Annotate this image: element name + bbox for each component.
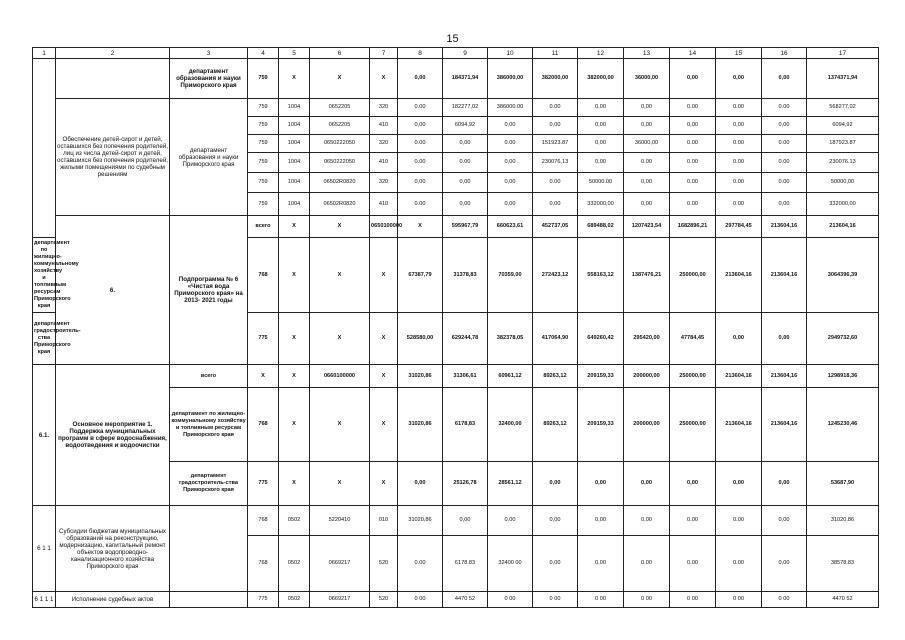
table-cell: 0.00 bbox=[716, 173, 762, 193]
table-cell: 0 00 bbox=[398, 592, 443, 608]
table-cell: 187923.87 bbox=[807, 135, 879, 153]
table-cell: 50000,00 bbox=[807, 173, 879, 193]
table-cell: 0 00 bbox=[488, 592, 533, 608]
table-cell: 386000,00 bbox=[488, 59, 533, 99]
table-cell: X bbox=[310, 388, 370, 462]
section-code: 6 1 1 1 bbox=[33, 592, 56, 608]
table-cell: 0,00 bbox=[443, 193, 488, 216]
table-cell: 0660100000 bbox=[310, 365, 370, 388]
table-cell bbox=[170, 506, 248, 592]
budget-table bbox=[32, 47, 879, 608]
table-cell: 520 bbox=[370, 536, 398, 592]
table-cell: 0.00 bbox=[670, 99, 716, 117]
table-cell: 47784,45 bbox=[670, 313, 716, 365]
table-cell: 0 00 bbox=[578, 592, 624, 608]
table-cell: 250000,00 bbox=[670, 388, 716, 462]
table-cell: 0,00 bbox=[624, 506, 670, 536]
table-cell: 0.00 bbox=[762, 99, 807, 117]
table-row bbox=[33, 99, 879, 117]
table-cell: 0,00 bbox=[624, 99, 670, 117]
table-cell: 31020,86 bbox=[398, 506, 443, 536]
table-cell: 0,00 bbox=[716, 313, 762, 365]
table-cell: 0.00 bbox=[716, 506, 762, 536]
table-cell: 5220410 bbox=[310, 506, 370, 536]
table-cell: 0,00 bbox=[670, 462, 716, 506]
table-cell: департамент градостроитель-ства Приморского края bbox=[33, 313, 56, 365]
column-header: 3 bbox=[170, 48, 248, 59]
column-header: 10 bbox=[488, 48, 533, 59]
table-cell: 0.00 bbox=[762, 173, 807, 193]
table-cell: 0,00 bbox=[716, 59, 762, 99]
table-cell: 0,00 bbox=[533, 193, 578, 216]
table-cell: 0,00 bbox=[624, 173, 670, 193]
table-cell: 0.00 bbox=[398, 99, 443, 117]
table-cell: X bbox=[370, 388, 398, 462]
table-cell: 1004 bbox=[279, 153, 310, 173]
column-header: 17 bbox=[807, 48, 879, 59]
table-cell: 0.00 bbox=[488, 506, 533, 536]
table-cell: 0650222050 bbox=[310, 135, 370, 153]
table-cell: 1004 bbox=[279, 99, 310, 117]
table-cell: 230076,13 bbox=[533, 153, 578, 173]
table-cell: X bbox=[310, 59, 370, 99]
table-cell: 1004 bbox=[279, 173, 310, 193]
header-row bbox=[33, 48, 879, 59]
table-cell: X bbox=[279, 313, 310, 365]
table-cell: 272423,12 bbox=[533, 238, 578, 313]
column-header: 13 bbox=[624, 48, 670, 59]
table-cell: 6094,92 bbox=[807, 117, 879, 135]
table-cell: 759 bbox=[248, 135, 279, 153]
section-name: Основное мероприятие 1. Поддержка муниципальных программ в сфере водоснабжения, водоотведения и водоочистки bbox=[56, 365, 170, 506]
table-cell: 0,00 bbox=[578, 99, 624, 117]
table-cell: 0,00 bbox=[488, 153, 533, 173]
table-cell: 4470 52 bbox=[807, 592, 879, 608]
table-cell: 295420,00 bbox=[624, 313, 670, 365]
table-cell: 775 bbox=[248, 592, 279, 608]
table-cell: 689488,02 bbox=[578, 216, 624, 238]
table-cell: 768 bbox=[248, 536, 279, 592]
column-header: 15 bbox=[716, 48, 762, 59]
table-cell: 0,00 bbox=[398, 173, 443, 193]
table-cell: 0669217 bbox=[310, 592, 370, 608]
table-cell: 520 bbox=[370, 592, 398, 608]
table-cell: 31378,83 bbox=[443, 238, 488, 313]
table-cell: 213604,16 bbox=[762, 365, 807, 388]
table-cell: X bbox=[310, 216, 370, 238]
table-cell: департамент по жилищно-коммунальному хозяйству и топливным ресурсам Приморского края bbox=[170, 388, 248, 462]
measure-name: Обеспечение детей-сирот и детей, оставшихся без попечения родителей, лиц из числа детей-сирот и детей, оставшихся без попечения родителей, жилыми помещениями по судебным решениям bbox=[56, 99, 170, 216]
table-cell: 0,00 bbox=[533, 462, 578, 506]
table-cell: 0652205 bbox=[310, 117, 370, 135]
table-cell: 0,00 bbox=[670, 117, 716, 135]
table-cell: 759 bbox=[248, 173, 279, 193]
table-cell bbox=[170, 592, 248, 608]
column-header: 16 bbox=[762, 48, 807, 59]
table-cell: 0,00 bbox=[488, 193, 533, 216]
table-cell: 31020,86 bbox=[398, 388, 443, 462]
table-cell: X bbox=[370, 59, 398, 99]
table-cell: 0,00 bbox=[443, 135, 488, 153]
table-cell: 0,00 bbox=[762, 462, 807, 506]
table-cell: 06502R0820 bbox=[310, 173, 370, 193]
table-cell: 768 bbox=[248, 506, 279, 536]
table-cell: X bbox=[279, 462, 310, 506]
table-cell: 1004 bbox=[279, 135, 310, 153]
column-header: 1 bbox=[33, 48, 56, 59]
table-cell: 0,00 bbox=[762, 193, 807, 216]
table-cell: 0.00 bbox=[670, 193, 716, 216]
table-cell: 410 bbox=[370, 193, 398, 216]
table-cell: 0,00 bbox=[533, 536, 578, 592]
table-cell: 0.00 bbox=[488, 135, 533, 153]
table-cell: департамент по жилищно-коммунальному хозяйству и топливным ресурсам Приморского края bbox=[33, 238, 56, 313]
table-cell: 53687,90 bbox=[807, 462, 879, 506]
table-cell: 6094,92 bbox=[443, 117, 488, 135]
table-cell: 0,00 bbox=[762, 536, 807, 592]
table-cell: 332000,00 bbox=[807, 193, 879, 216]
table-cell: 0.00 bbox=[533, 99, 578, 117]
section-code: 6 1 1 bbox=[33, 506, 56, 592]
table-cell: 0,00 bbox=[443, 173, 488, 193]
table-cell: X bbox=[279, 238, 310, 313]
table-cell: 759 bbox=[248, 117, 279, 135]
page-number: 15 bbox=[446, 33, 459, 45]
measure-name: Исполнение судебных актов bbox=[56, 592, 170, 608]
table-cell: 200000,00 bbox=[624, 388, 670, 462]
table-cell: 3064396,39 bbox=[807, 238, 879, 313]
table-cell: 209159,33 bbox=[578, 388, 624, 462]
table-cell: всего bbox=[170, 365, 248, 388]
table-cell: 0,00 bbox=[624, 193, 670, 216]
table-cell bbox=[33, 59, 56, 238]
table-cell: 0502 bbox=[279, 506, 310, 536]
table-cell: 70359,00 bbox=[488, 238, 533, 313]
table-cell: 0,00 bbox=[533, 506, 578, 536]
table-cell: 4470 52 bbox=[443, 592, 488, 608]
table-cell: 32400 00 bbox=[488, 536, 533, 592]
table-row bbox=[33, 592, 879, 608]
table-cell: 184371,94 bbox=[443, 59, 488, 99]
table-cell: 32400,00 bbox=[488, 388, 533, 462]
table-cell: 410 bbox=[370, 153, 398, 173]
table-cell: 660623,61 bbox=[488, 216, 533, 238]
table-cell: 0,00 bbox=[578, 153, 624, 173]
table-cell: 0.00 bbox=[670, 506, 716, 536]
table-cell: 410 bbox=[370, 117, 398, 135]
column-header: 9 bbox=[443, 48, 488, 59]
table-cell: 0.00 bbox=[398, 193, 443, 216]
table-cell: 768 bbox=[248, 388, 279, 462]
measure-name: Субсидии бюджетам муниципальных образований на реконструкцию, модернизацию, капитальный ремонт объектов водопроводно-канализационного хозяйства Приморского края bbox=[56, 506, 170, 592]
table-cell: 38578.83 bbox=[807, 536, 879, 592]
table-cell: департамент градостроитель-ства Приморского края bbox=[170, 462, 248, 506]
table-cell: 0652205 bbox=[310, 99, 370, 117]
table-cell: 89263,12 bbox=[533, 365, 578, 388]
table-cell: 213604,16 bbox=[716, 365, 762, 388]
table-row bbox=[33, 59, 879, 99]
table-cell: X bbox=[279, 59, 310, 99]
table-cell: 0,00 bbox=[716, 462, 762, 506]
table-cell: X bbox=[370, 365, 398, 388]
table-cell: 629244,78 bbox=[443, 313, 488, 365]
table-cell: 0,00 bbox=[488, 173, 533, 193]
table-cell: 759 bbox=[248, 153, 279, 173]
table-cell: 0.00 bbox=[716, 193, 762, 216]
column-header: 8 bbox=[398, 48, 443, 59]
table-cell: 0669217 bbox=[310, 536, 370, 592]
table-cell: 1298918,36 bbox=[807, 365, 879, 388]
table-cell: 213604,16 bbox=[716, 238, 762, 313]
column-header: 6 bbox=[310, 48, 370, 59]
table-cell: 759 bbox=[248, 193, 279, 216]
table-cell: 0,00 bbox=[488, 117, 533, 135]
table-cell: 0.00 bbox=[398, 153, 443, 173]
table-cell: 382000,00 bbox=[533, 59, 578, 99]
table-cell: X bbox=[398, 216, 443, 238]
table-cell: 0,00 bbox=[533, 117, 578, 135]
column-header: 4 bbox=[248, 48, 279, 59]
table-cell: 89263,12 bbox=[533, 388, 578, 462]
table-cell: 0,00 bbox=[398, 462, 443, 506]
table-cell: 0,00 bbox=[670, 59, 716, 99]
table-cell: 1374371,94 bbox=[807, 59, 879, 99]
table-cell: 0 00 bbox=[533, 592, 578, 608]
table-cell: 0.00 bbox=[670, 135, 716, 153]
table-cell: 67387,79 bbox=[398, 238, 443, 313]
table-cell: 0,00 bbox=[443, 506, 488, 536]
column-header: 5 bbox=[279, 48, 310, 59]
section-code: 6.1. bbox=[33, 365, 56, 506]
table-cell: 320 bbox=[370, 173, 398, 193]
table-cell: 0,00 bbox=[716, 117, 762, 135]
table-cell: 0502 bbox=[279, 536, 310, 592]
table-cell: X bbox=[279, 388, 310, 462]
table-cell: 297784,45 bbox=[716, 216, 762, 238]
table-cell: 213604,16 bbox=[716, 388, 762, 462]
column-header: 11 bbox=[533, 48, 578, 59]
table-cell: 320 bbox=[370, 99, 398, 117]
table-cell: 320 bbox=[370, 135, 398, 153]
table-cell: 382378,05 bbox=[488, 313, 533, 365]
table-cell: 1004 bbox=[279, 117, 310, 135]
table-cell: 0.00 bbox=[670, 536, 716, 592]
table-cell: 31020,86 bbox=[398, 365, 443, 388]
section-code: 6. bbox=[56, 216, 170, 365]
table-cell: 250000,00 bbox=[670, 365, 716, 388]
table-cell: 382000,00 bbox=[578, 59, 624, 99]
table-cell: 568277,02 bbox=[807, 99, 879, 117]
table-cell: 759 bbox=[248, 99, 279, 117]
table-cell: 213604,16 bbox=[762, 238, 807, 313]
table-cell: 0.00 bbox=[670, 173, 716, 193]
table-cell: 230076.13 bbox=[807, 153, 879, 173]
table-cell: 775 bbox=[248, 462, 279, 506]
table-cell: 50000.00 bbox=[578, 173, 624, 193]
table-cell: 0,00 bbox=[762, 506, 807, 536]
table-cell: 209159,33 bbox=[578, 365, 624, 388]
table-cell: X bbox=[370, 313, 398, 365]
table-cell: X bbox=[248, 365, 279, 388]
table-cell: 0.00 bbox=[533, 173, 578, 193]
table-row bbox=[33, 506, 879, 536]
table-cell: 528580,00 bbox=[398, 313, 443, 365]
table-cell: 0,00 bbox=[624, 462, 670, 506]
table-cell: 151923.87 bbox=[533, 135, 578, 153]
table-cell: 0,00 bbox=[578, 536, 624, 592]
table-cell: 0 00 bbox=[762, 592, 807, 608]
table-cell: 0,00 bbox=[398, 117, 443, 135]
table-cell: 0 00 bbox=[670, 592, 716, 608]
table-cell: 0.00 bbox=[398, 135, 443, 153]
table-cell: 1387476,21 bbox=[624, 238, 670, 313]
table-cell: 759 bbox=[248, 59, 279, 99]
table-cell: 0.00 bbox=[716, 99, 762, 117]
column-header: 2 bbox=[56, 48, 170, 59]
table-cell: 0,00 bbox=[398, 59, 443, 99]
table-cell: 768 bbox=[248, 238, 279, 313]
table-cell: 2949732,60 bbox=[807, 313, 879, 365]
table-cell: 0 00 bbox=[624, 592, 670, 608]
table-row bbox=[33, 216, 879, 238]
table-cell: 06502R0820 bbox=[310, 193, 370, 216]
table-cell: 0.00 bbox=[624, 536, 670, 592]
table-cell: 0,00 bbox=[762, 117, 807, 135]
table-cell: X bbox=[310, 313, 370, 365]
column-header: 12 bbox=[578, 48, 624, 59]
table-cell: 1245230,46 bbox=[807, 388, 879, 462]
table-cell: 0.00 bbox=[762, 153, 807, 173]
table-cell: 0650222050 bbox=[310, 153, 370, 173]
table-cell: X bbox=[279, 365, 310, 388]
table-cell: 250000,00 bbox=[670, 238, 716, 313]
table-cell: 0 00 bbox=[716, 592, 762, 608]
table-cell: 36000,00 bbox=[624, 59, 670, 99]
table-cell: 6178,83 bbox=[443, 388, 488, 462]
table-cell: 0,00 bbox=[578, 135, 624, 153]
table-cell: 60961,12 bbox=[488, 365, 533, 388]
table-cell: X bbox=[310, 462, 370, 506]
table-cell: 0,00 bbox=[578, 462, 624, 506]
table-cell: 213604,16 bbox=[807, 216, 879, 238]
table-cell: 332000,00 bbox=[578, 193, 624, 216]
table-cell: 6178.83 bbox=[443, 536, 488, 592]
table-cell: X bbox=[370, 238, 398, 313]
table-cell: 0.00 bbox=[670, 153, 716, 173]
table-cell: 0.00 bbox=[624, 153, 670, 173]
table-cell: 0,00 bbox=[624, 117, 670, 135]
table-cell: 386000.00 bbox=[488, 99, 533, 117]
table-cell bbox=[56, 59, 170, 99]
table-cell: 775 bbox=[248, 313, 279, 365]
table-cell: 0,00 bbox=[578, 506, 624, 536]
table-cell: 31020.86 bbox=[807, 506, 879, 536]
table-cell: X bbox=[310, 238, 370, 313]
table-cell: 1682896,21 bbox=[670, 216, 716, 238]
table-cell: 0.00 bbox=[398, 536, 443, 592]
table-cell: X bbox=[370, 462, 398, 506]
table-cell: 0.00 bbox=[762, 135, 807, 153]
executor-cell: департамент образования и науки Приморского края bbox=[170, 59, 248, 99]
table-cell: 200000,00 bbox=[624, 365, 670, 388]
table-cell: 182277,02 bbox=[443, 99, 488, 117]
table-cell: 0502 bbox=[279, 592, 310, 608]
table-cell: 0650100000 bbox=[370, 216, 398, 238]
table-cell: 417064,90 bbox=[533, 313, 578, 365]
table-row bbox=[33, 365, 879, 388]
table-cell: 0,00 bbox=[578, 117, 624, 135]
table-cell: 25126,78 bbox=[443, 462, 488, 506]
table-cell: 31306,61 bbox=[443, 365, 488, 388]
section-name: Подпрограмма № 6 «Чистая вода Приморского края» на 2013- 2021 годы bbox=[170, 216, 248, 365]
table-cell: 452737,05 bbox=[533, 216, 578, 238]
table-cell: 28561,12 bbox=[488, 462, 533, 506]
table-cell: 0.00 bbox=[716, 153, 762, 173]
table-cell: 0.00 bbox=[716, 135, 762, 153]
table-cell: всего bbox=[248, 216, 279, 238]
table-cell: 649260,42 bbox=[578, 313, 624, 365]
table-cell: 595967,79 bbox=[443, 216, 488, 238]
table-cell: 36000,00 bbox=[624, 135, 670, 153]
table-cell: X bbox=[279, 216, 310, 238]
table-cell: 010 bbox=[370, 506, 398, 536]
table-cell: 0.00 bbox=[716, 536, 762, 592]
table-cell: 213604,16 bbox=[762, 388, 807, 462]
table-cell: 0,00 bbox=[762, 59, 807, 99]
column-header: 7 bbox=[370, 48, 398, 59]
executor-cell: департамент образования и науки Приморского края bbox=[170, 99, 248, 216]
table-cell: 0,00 bbox=[762, 313, 807, 365]
column-header: 14 bbox=[670, 48, 716, 59]
table-cell: 213604,16 bbox=[762, 216, 807, 238]
table-cell: 1207423,54 bbox=[624, 216, 670, 238]
table-cell: 0.00 bbox=[443, 153, 488, 173]
table-cell: 1004 bbox=[279, 193, 310, 216]
table-cell: 558163,12 bbox=[578, 238, 624, 313]
